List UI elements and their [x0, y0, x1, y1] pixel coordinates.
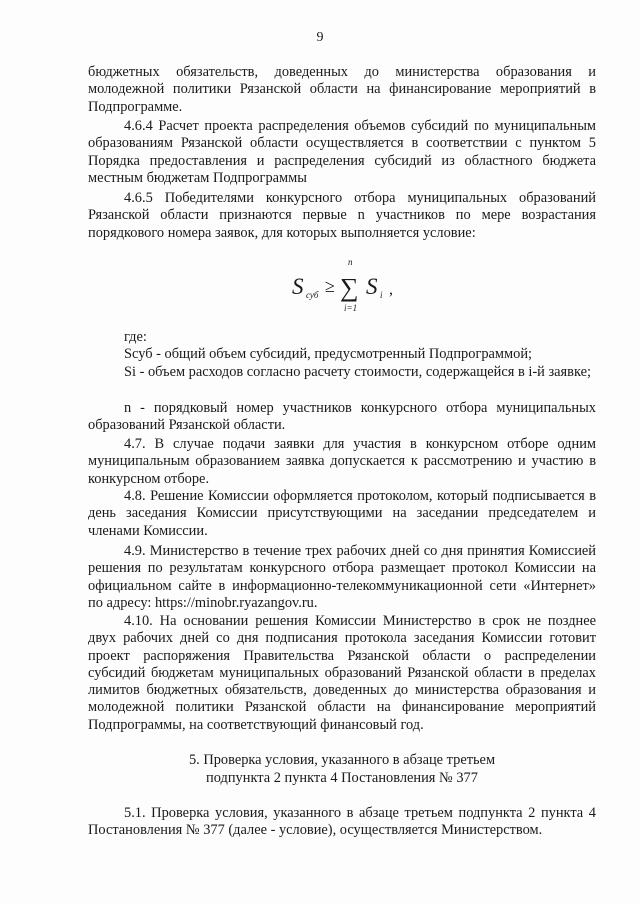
formula-sum-lower: i=1: [344, 303, 358, 313]
paragraph-4-7: 4.7. В случае подачи заявки для участия в конкурсном отборе одним муниципальным образованием заявка допускается к рассмотрению и участию в конкурсном отборе.: [88, 436, 596, 487]
summation-sign: ∑: [340, 273, 359, 302]
formula-punct: ,: [389, 281, 393, 298]
paragraph-continuation: бюджетных обязательств, доведенных до министерства образования и молодежной политики Рязанской области на финансирование мероприятий в Подпрограмме.: [88, 64, 596, 115]
formula-rhs: S: [366, 274, 378, 299]
section-5-heading-line2: подпункта 2 пункта 4 Постановления № 377: [206, 769, 478, 786]
paragraph-5-1: 5.1. Проверка условия, указанного в абзаце третьем подпункта 2 пункта 4 Постановления № 377 (далее - условие), осуществляется Министерством.: [88, 805, 596, 839]
paragraph-4-6-4: 4.6.4 Расчет проекта распределения объемов субсидий по муниципальным образованиям Рязанской области осуществляется в соответствии с пунктом 5 Порядка предоставления и распределения субсидий из областного бюджета местным бюджетам Подпрограммы: [88, 118, 596, 186]
paragraph-4-6-5: 4.6.5 Победителями конкурсного отбора муниципальных образований Рязанской области признаются первые n участников по мере возрастания порядкового номера заявок, для которых выполняется условие:: [88, 190, 596, 241]
where-label: где:: [124, 329, 147, 345]
formula-rhs-subscript: i: [380, 290, 383, 300]
definition-s-i: Si - объем расходов согласно расчету стоимости, содержащейся в i-й заявке;: [124, 364, 591, 380]
formula-lhs: S: [292, 274, 304, 299]
formula-sum-upper: n: [348, 257, 353, 267]
formula-lhs-subscript: суб: [306, 290, 319, 300]
definition-n: n - порядковый номер участников конкурсного отбора муниципальных образований Рязанской области.: [88, 400, 596, 434]
section-5-heading: [88, 752, 596, 787]
formula-relation: ≥: [325, 276, 335, 296]
section-5-heading-line1: 5. Проверка условия, указанного в абзаце третьем: [188, 752, 496, 768]
selection-condition-formula: [290, 254, 410, 316]
paragraph-4-10: 4.10. На основании решения Комиссии Министерство в срок не позднее двух рабочих дней со дня подписания протокола заседания Комиссии готовит проект распоряжения Правительства Рязанской области о распределении субсидий бюджетам муниципальных образований Рязанской области в пределах лимитов бюджетных обязательств, доведенных до министерства образования и молодежной политики Рязанской области на финансирование мероприятий Подпрограммы, на соответствующий финансовый год.: [88, 613, 596, 733]
paragraph-4-8: 4.8. Решение Комиссии оформляется протоколом, который подписывается в день заседания Комиссии присутствующими на заседании председателем и членами Комиссии.: [88, 488, 596, 539]
page-number: 9: [316, 30, 324, 45]
paragraph-4-9: 4.9. Министерство в течение трех рабочих дней со дня принятия Комиссией решения по результатам конкурсного отбора размещает протокол Комиссии на официальном сайте в информационно-телекоммуникационной сети «Интернет» по адресу: https://minobr.ryazangov.ru.: [88, 543, 596, 611]
definition-s-sub: Sсуб - общий объем субсидий, предусмотренный Подпрограммой;: [124, 346, 533, 362]
